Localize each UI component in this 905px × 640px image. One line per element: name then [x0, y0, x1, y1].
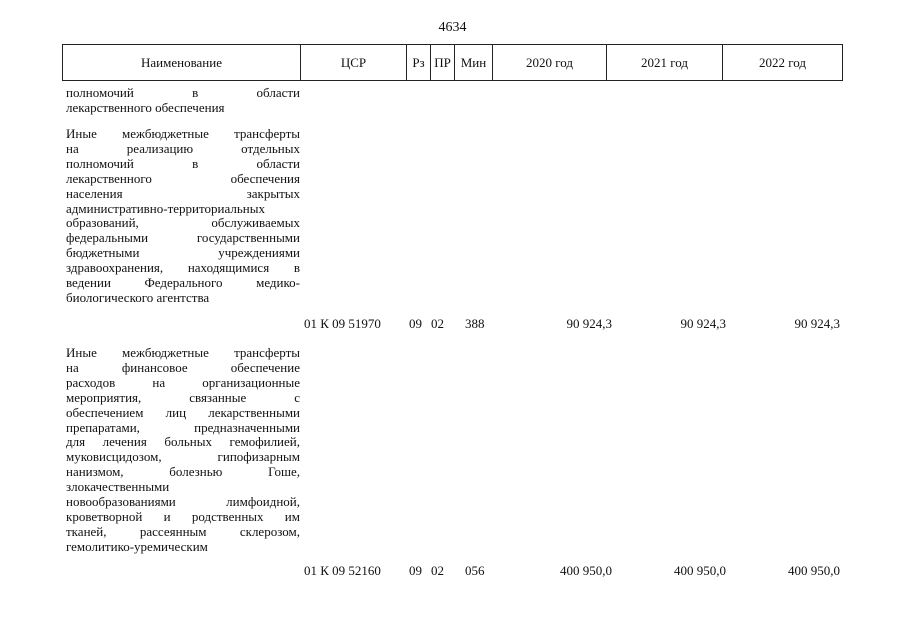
name-line: биологического агентства: [66, 289, 210, 305]
name-line: на реализацию отдельных: [66, 140, 300, 156]
row-name-52160: [66, 346, 300, 555]
row-csr: 01 К 09 51970: [304, 316, 381, 331]
name-line: Иные межбюджетные трансферты: [66, 345, 300, 360]
name-line: расходов на организационные: [66, 374, 300, 390]
row-value-2021: 90 924,3: [680, 316, 726, 331]
header-2021: 2021 год: [607, 45, 723, 81]
header-rz: Рз: [407, 45, 431, 81]
row-value-2021: 400 950,0: [674, 563, 726, 578]
row-rz: 09: [409, 563, 422, 578]
name-line: полномочий в области: [66, 155, 300, 171]
name-line: тканей, рассеянным склерозом,: [66, 523, 300, 539]
name-line: федеральными государственными: [66, 230, 300, 246]
name-line: злокачественными: [66, 479, 170, 495]
row-rz: 09: [409, 316, 422, 331]
name-line: административно-территориальных: [66, 200, 265, 216]
row-name-51970: [66, 127, 300, 306]
row-pr: 02: [431, 316, 444, 331]
name-line: полномочий в области: [66, 85, 300, 100]
name-line: лекарственного обеспечения: [66, 170, 300, 186]
row-pr: 02: [431, 563, 444, 578]
name-line: Иные межбюджетные трансферты: [66, 126, 300, 141]
name-line: муковисцидозом, гипофизарным: [66, 449, 300, 465]
name-line: обеспечением лиц лекарственными: [66, 404, 300, 420]
row-min: 388: [465, 316, 485, 331]
name-line: на финансовое обеспечение: [66, 359, 300, 375]
row-csr: 01 К 09 52160: [304, 563, 381, 578]
row-value-2022: 90 924,3: [794, 316, 840, 331]
name-line: населения закрытых: [66, 185, 300, 201]
header-csr: ЦСР: [301, 45, 407, 81]
header-min: Мин: [455, 45, 493, 81]
name-line: образований, обслуживаемых: [66, 215, 300, 231]
row-value-2020: 90 924,3: [566, 316, 612, 331]
name-line: бюджетными учреждениями: [66, 245, 300, 261]
row-value-2020: 400 950,0: [560, 563, 612, 578]
name-line: кроветворной и родственных им: [66, 508, 300, 524]
header-name: Наименование: [63, 45, 301, 81]
table-header: [62, 44, 843, 81]
name-line: препаратами, предназначенными: [66, 419, 300, 435]
header-2020: 2020 год: [493, 45, 607, 81]
name-line: для лечения больных гемофилией,: [66, 434, 300, 450]
name-line: ведении Федерального медико-: [66, 275, 300, 291]
name-line: гемолитико-уремическим: [66, 538, 208, 554]
header-2022: 2022 год: [723, 45, 843, 81]
name-line: здравоохранения, находящимися в: [66, 260, 300, 276]
row-name-continuation: [66, 86, 300, 116]
page-number: 4634: [438, 20, 467, 35]
name-line: лекарственного обеспечения: [66, 99, 225, 115]
row-value-2022: 400 950,0: [788, 563, 840, 578]
name-line: мероприятия, связанные с: [66, 389, 300, 405]
name-line: новообразованиями лимфоидной,: [66, 494, 300, 510]
row-min: 056: [465, 563, 485, 578]
header-pr: ПР: [431, 45, 455, 81]
name-line: нанизмом, болезнью Гоше,: [66, 464, 300, 480]
